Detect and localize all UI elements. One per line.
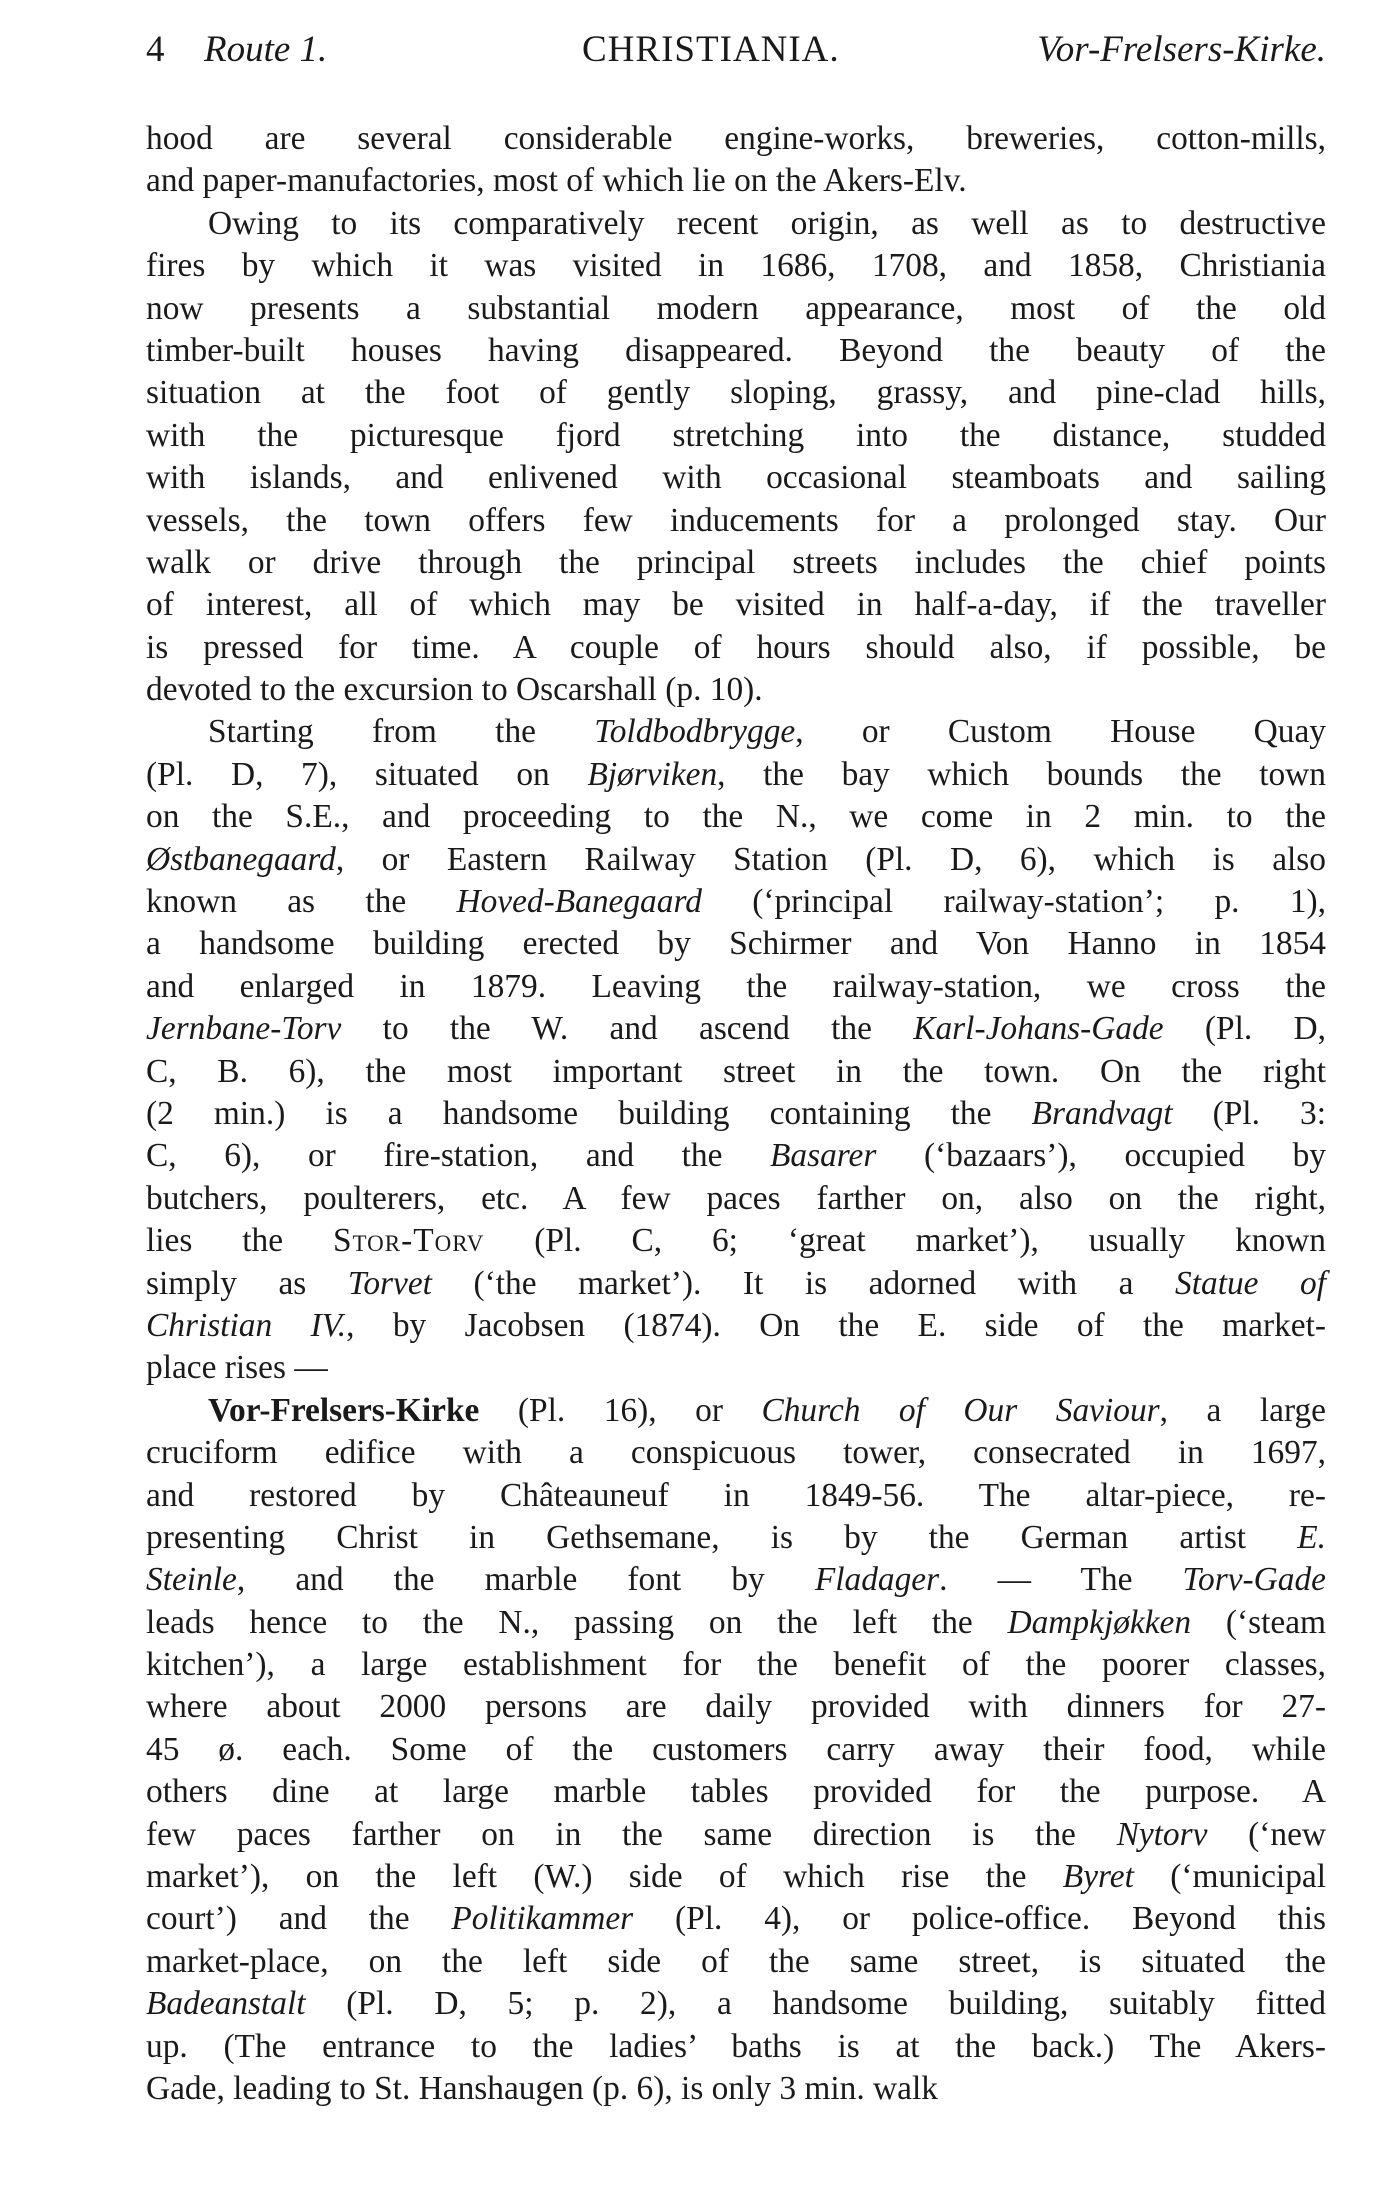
- text-run: , or Eastern Railway Station (Pl. D, 6), which is also: [335, 840, 1326, 878]
- text-line: [146, 245, 1326, 287]
- text-line: [146, 796, 1326, 838]
- text-line: [146, 669, 1326, 711]
- small-caps-term: Stor-Torv: [332, 1222, 485, 1260]
- italic-term: Bjørviken: [587, 755, 718, 793]
- text-run: walk or drive through the principal streets includes the chief points: [146, 543, 1326, 581]
- italic-term: Politikammer: [451, 1900, 634, 1938]
- italic-term: Basarer: [770, 1137, 877, 1175]
- text-run: to the W. and ascend the: [341, 1010, 914, 1048]
- italic-term: Statue of: [1175, 1264, 1327, 1302]
- text-run: Owing to its comparatively recent origin, as well as to destructive: [208, 204, 1326, 242]
- text-run: with the picturesque fjord stretching into the distance, studded: [146, 416, 1326, 454]
- text-run: , and the marble font by: [236, 1561, 815, 1599]
- text-line: [146, 330, 1326, 372]
- text-line: [146, 1135, 1326, 1177]
- italic-term: E.: [1297, 1518, 1326, 1556]
- text-run: situation at the foot of gently sloping, grassy, and pine-clad hills,: [146, 374, 1326, 412]
- italic-term: Østbanegaard: [146, 840, 336, 878]
- text-run: and enlarged in 1879. Leaving the railway-station, we cross the: [146, 967, 1326, 1005]
- text-run: (Pl. C, 6; ‘great market’), usually known: [484, 1222, 1326, 1260]
- text-line: [146, 1432, 1326, 1474]
- text-line: [146, 1814, 1326, 1856]
- text-line: [146, 1178, 1326, 1220]
- text-run: now presents a substantial modern appearance, most of the old: [146, 289, 1326, 327]
- text-line: [146, 1983, 1326, 2025]
- text-run: , or Custom House Quay: [795, 713, 1326, 751]
- italic-term: Fladager: [814, 1561, 940, 1599]
- text-line: [146, 1941, 1326, 1983]
- body-text: [146, 118, 1326, 2110]
- text-line: [146, 1475, 1326, 1517]
- text-line: [146, 1517, 1326, 1559]
- text-line: [146, 1008, 1326, 1050]
- text-run: (‘new: [1207, 1815, 1327, 1853]
- italic-term: Brandvagt: [1031, 1094, 1173, 1132]
- text-line: [146, 542, 1326, 584]
- text-line: [146, 372, 1326, 414]
- text-run: few paces farther on in the same direction is the: [146, 1815, 1117, 1853]
- text-run: Starting from the: [208, 713, 595, 751]
- text-line: [146, 584, 1326, 626]
- text-run: market-place, on the left side of the same street, is situated the: [146, 1942, 1326, 1980]
- text-run: up. (The entrance to the ladies’ baths is at the back.) The Akers-: [146, 2027, 1326, 2065]
- text-line: [146, 2068, 1326, 2110]
- text-run: (‘steam: [1191, 1603, 1326, 1641]
- text-run: , by Jacobsen (1874). On the E. side of the market-: [346, 1306, 1326, 1344]
- text-line: [146, 881, 1326, 923]
- text-line: [146, 1390, 1326, 1432]
- text-line: [146, 966, 1326, 1008]
- text-line: [146, 754, 1326, 796]
- text-run: fires by which it was visited in 1686, 1708, and 1858, Christiania: [146, 247, 1326, 285]
- text-run: place rises —: [146, 1349, 328, 1387]
- italic-term: Byret: [1062, 1858, 1134, 1896]
- city-title: CHRISTIANIA.: [582, 29, 840, 70]
- italic-term: Badeanstalt: [146, 1985, 306, 2023]
- text-line: [146, 1644, 1326, 1686]
- text-run: (Pl. 16), or: [479, 1391, 762, 1429]
- text-line: [146, 711, 1326, 753]
- text-line: [146, 1305, 1326, 1347]
- italic-term: Torvet: [347, 1264, 432, 1302]
- text-run: (Pl. D,: [1163, 1010, 1326, 1048]
- text-line: [146, 1856, 1326, 1898]
- text-run: presenting Christ in Gethsemane, is by the German artist: [146, 1518, 1298, 1556]
- text-run: butchers, poulterers, etc. A few paces farther on, also on the right,: [146, 1179, 1326, 1217]
- text-run: C, 6), or fire-station, and the: [146, 1137, 771, 1175]
- text-run: devoted to the excursion to Oscarshall (p. 10).: [146, 671, 763, 709]
- text-run: Gade, leading to St. Hanshaugen (p. 6), is only 3 min. walk: [146, 2069, 938, 2107]
- bold-heading: Vor-Frelsers-Kirke: [208, 1391, 480, 1429]
- text-run: (Pl. 3:: [1172, 1094, 1326, 1132]
- text-run: leads hence to the N., passing on the left the: [146, 1603, 1008, 1641]
- italic-term: Christian IV.: [146, 1306, 347, 1344]
- text-line: [146, 500, 1326, 542]
- text-run: a handsome building erected by Schirmer and Von Hanno in 1854: [146, 925, 1326, 963]
- italic-term: Toldbodbrygge: [594, 713, 796, 751]
- text-line: [146, 1729, 1326, 1771]
- running-header: [146, 28, 1326, 78]
- text-line: [146, 160, 1326, 202]
- text-run: timber-built houses having disappeared. Beyond the beauty of the: [146, 331, 1326, 369]
- text-line: [146, 1347, 1326, 1389]
- text-run: (‘municipal: [1133, 1858, 1327, 1896]
- text-line: [146, 1898, 1326, 1940]
- section-title: Vor-Frelsers-Kirke.: [1037, 29, 1326, 70]
- text-run: (Pl. D, 5; p. 2), a handsome building, suitably fitted: [305, 1985, 1326, 2023]
- text-run: . — The: [939, 1561, 1183, 1599]
- text-run: on the S.E., and proceeding to the N., we come in 2 min. to the: [146, 798, 1326, 836]
- text-run: simply as: [146, 1264, 348, 1302]
- italic-term: Torv-Gade: [1182, 1561, 1327, 1599]
- italic-term: Jernbane-Torv: [146, 1010, 342, 1048]
- text-run: of interest, all of which may be visited in half-a-day, if the traveller: [146, 586, 1326, 624]
- text-line: [146, 203, 1326, 245]
- text-run: (2 min.) is a handsome building containing the: [146, 1094, 1032, 1132]
- text-run: and restored by Châteauneuf in 1849-56. The altar-piece, re-: [146, 1476, 1326, 1514]
- italic-term: Steinle: [146, 1561, 237, 1599]
- text-line: [146, 1602, 1326, 1644]
- text-line: [146, 1093, 1326, 1135]
- text-run: is pressed for time. A couple of hours should also, if possible, be: [146, 628, 1326, 666]
- text-line: [146, 1051, 1326, 1093]
- text-run: C, B. 6), the most important street in the town. On the right: [146, 1052, 1326, 1090]
- text-run: 45 ø. each. Some of the customers carry away their food, while: [146, 1730, 1326, 1768]
- text-line: [146, 288, 1326, 330]
- text-line: [146, 1686, 1326, 1728]
- text-run: (Pl. D, 7), situated on: [146, 755, 588, 793]
- text-run: with islands, and enlivened with occasional steamboats and sailing: [146, 459, 1326, 497]
- text-run: known as the: [146, 883, 457, 921]
- text-run: where about 2000 persons are daily provided with dinners for 27-: [146, 1688, 1326, 1726]
- page-number: 4: [146, 29, 165, 70]
- text-line: [146, 457, 1326, 499]
- text-run: (‘the market’). It is adorned with a: [431, 1264, 1176, 1302]
- text-run: hood are several considerable engine-works, breweries, cotton-mills,: [146, 120, 1326, 157]
- text-run: cruciform edifice with a conspicuous tower, consecrated in 1697,: [146, 1434, 1326, 1472]
- text-run: (Pl. 4), or police-office. Beyond this: [633, 1900, 1326, 1938]
- text-line: [146, 1263, 1326, 1305]
- text-run: vessels, the town offers few inducements for a prolonged stay. Our: [146, 501, 1326, 539]
- italic-term: Karl-Johans-Gade: [913, 1010, 1164, 1048]
- text-run: lies the: [146, 1222, 333, 1260]
- text-run: and paper-manufactories, most of which lie on the Akers-Elv.: [146, 162, 967, 200]
- text-line: [146, 1220, 1326, 1262]
- text-line: [146, 1771, 1326, 1813]
- italic-term: Nytorv: [1116, 1815, 1208, 1853]
- text-line: [146, 1559, 1326, 1601]
- italic-term: Church of Our Saviour: [761, 1391, 1160, 1429]
- italic-term: Hoved-Banegaard: [456, 883, 702, 921]
- text-line: [146, 415, 1326, 457]
- text-run: others dine at large marble tables provided for the purpose. A: [146, 1773, 1326, 1811]
- text-run: (‘principal railway-station’; p. 1),: [701, 883, 1327, 921]
- text-run: , the bay which bounds the town: [717, 755, 1326, 793]
- text-run: court’) and the: [146, 1900, 452, 1938]
- text-run: kitchen’), a large establishment for the benefit of the poorer classes,: [146, 1646, 1326, 1684]
- route-label: Route 1.: [204, 29, 328, 70]
- text-run: market’), on the left (W.) side of which rise the: [146, 1858, 1063, 1896]
- text-run: (‘bazaars’), occupied by: [876, 1137, 1326, 1175]
- text-run: , a large: [1159, 1391, 1326, 1429]
- text-line: [146, 839, 1326, 881]
- text-line: [146, 923, 1326, 965]
- text-line: [146, 627, 1326, 669]
- italic-term: Dampkjøkken: [1007, 1603, 1192, 1641]
- text-line: [146, 118, 1326, 160]
- text-line: [146, 2026, 1326, 2068]
